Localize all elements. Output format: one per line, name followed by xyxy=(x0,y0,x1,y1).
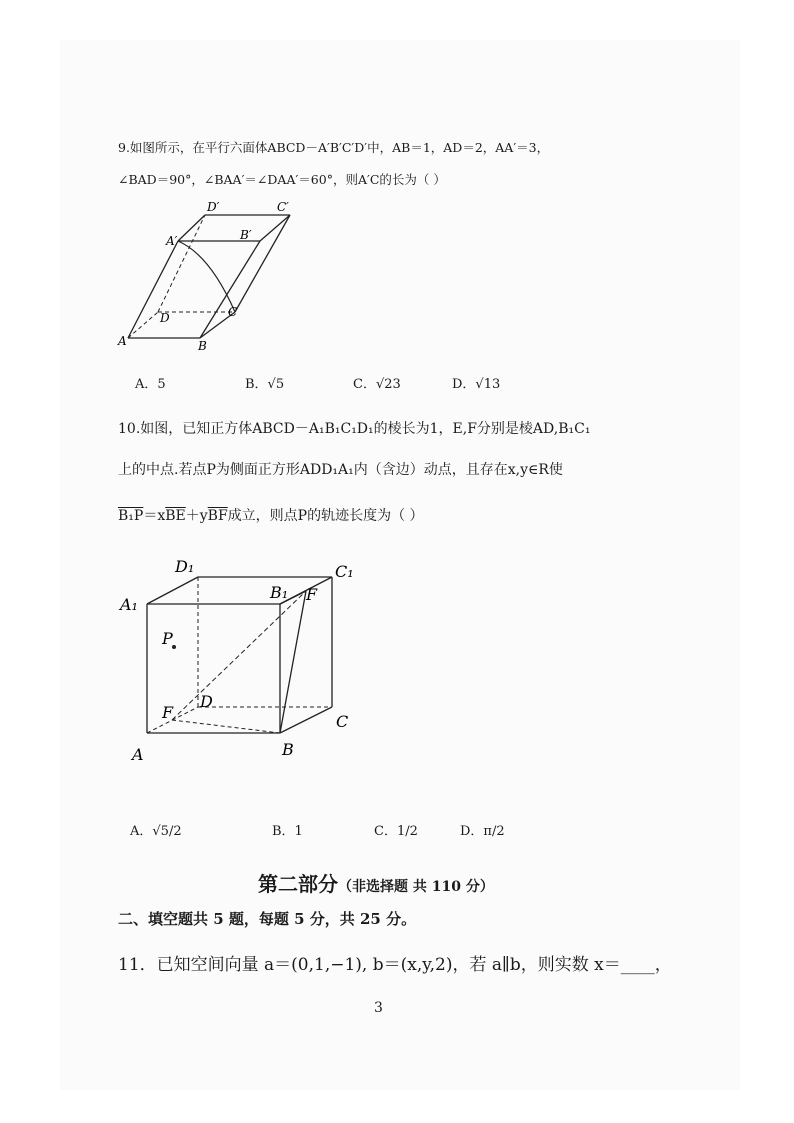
section-subtitle: （非选择题 共 110 分） xyxy=(338,879,494,895)
q10-option-a: A．√5/2 xyxy=(130,824,182,839)
q9-option-c: C．√23 xyxy=(353,377,401,392)
q10-line3 xyxy=(118,505,424,525)
q9-label-B: B xyxy=(198,339,207,353)
q9-line1: 9.如图所示，在平行六面体ABCD－A′B′C′D′中，AB＝1，AD＝2，AA′＝3， xyxy=(118,140,550,155)
q9-label-B1: B′ xyxy=(240,228,252,242)
q9-label-D: D xyxy=(160,311,170,325)
q10-line1: 10.如图，已知正方体ABCD－A₁B₁C₁D₁的棱长为1，E,F分别是棱AD,B₁C₁ xyxy=(118,421,591,437)
section-title: 第二部分 xyxy=(258,872,338,896)
q9-parallelepiped-figure xyxy=(110,195,310,355)
q11-text: 11．已知空间向量 a＝(0,1,−1), b＝(x,y,2)，若 a∥b，则实数 x＝____， xyxy=(118,955,672,975)
q10-label-A: A xyxy=(132,745,144,764)
q10-label-C: C xyxy=(336,712,349,731)
q10-label-P: P xyxy=(162,629,173,648)
q10-vector-bf: $\overline{BF}$ xyxy=(207,508,228,524)
q9-line2: ∠BAD＝90°，∠BAA′＝∠DAA′＝60°，则A′C的长为（ ） xyxy=(118,172,446,187)
q10-vector-be: $\overline{BE}$ xyxy=(165,508,186,524)
q10-vector-b1p: B₁P xyxy=(118,508,144,524)
q10-label-A1: A₁ xyxy=(120,595,138,614)
q10-line2: 上的中点.若点P为侧面正方形ADD₁A₁内（含边）动点，且存在x,y∈R使 xyxy=(118,462,563,478)
q10-cube-figure xyxy=(120,550,380,770)
q10-plus-part: ＋y xyxy=(185,508,208,524)
q10-label-D1: D₁ xyxy=(175,557,195,576)
q9-label-C1: C′ xyxy=(277,200,289,214)
q10-label-B: B xyxy=(282,740,294,759)
q9-option-b: B．√5 xyxy=(245,377,285,392)
q9-label-A: A xyxy=(118,334,127,348)
q10-label-B1: B₁ xyxy=(270,583,289,602)
q9-label-C: C xyxy=(228,305,238,319)
q10-option-c: C．1/2 xyxy=(374,824,418,839)
q9-option-a: A．5 xyxy=(135,377,166,392)
section-heading xyxy=(258,868,494,897)
q9-option-d: D．√13 xyxy=(452,377,501,392)
q10-option-d: D．π/2 xyxy=(460,824,505,839)
q10-label-D: D xyxy=(200,692,213,711)
page-number: 3 xyxy=(374,1000,383,1016)
q10-label-F: F xyxy=(306,585,318,604)
q10-label-E: F xyxy=(162,703,174,722)
q10-end-part: 成立，则点P的轨迹长度为（ ） xyxy=(227,508,424,524)
q10-label-C1: C₁ xyxy=(335,562,354,581)
q10-option-b: B．1 xyxy=(272,824,303,839)
q10-eq-part: ＝x xyxy=(143,508,166,524)
q9-label-D1: D′ xyxy=(207,200,220,214)
fill-blank-header: 二、填空题共 5 题，每题 5 分，共 25 分。 xyxy=(118,910,417,928)
q9-label-A1: A′ xyxy=(166,234,178,248)
